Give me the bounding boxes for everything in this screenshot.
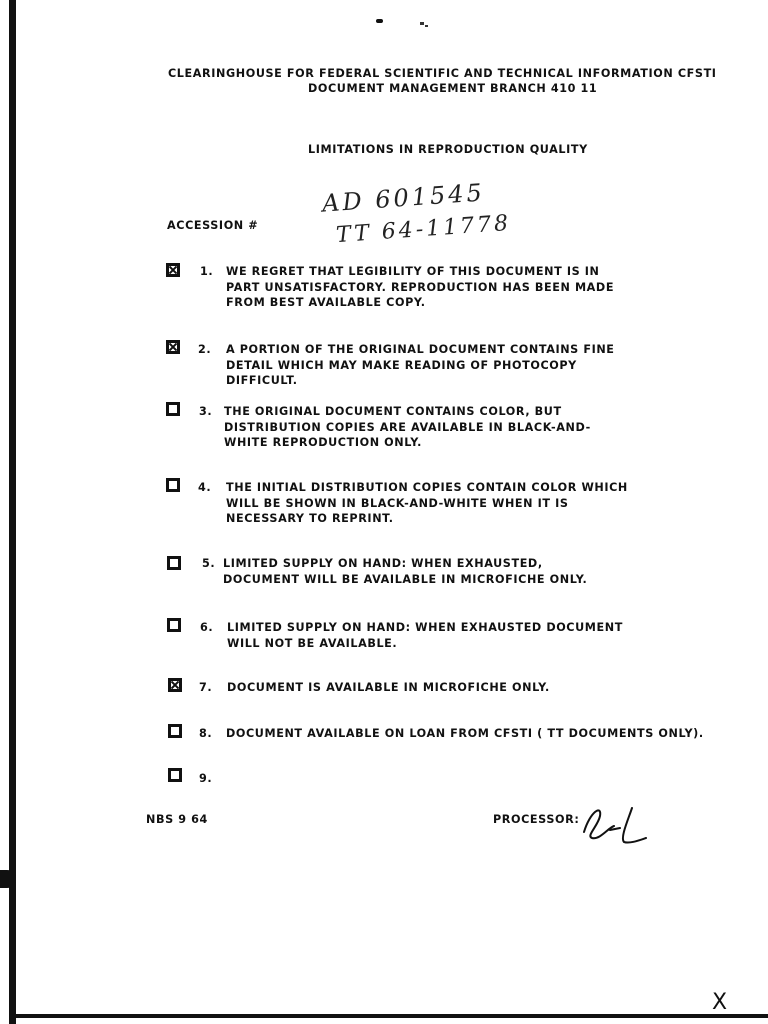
checkbox-item-4[interactable] <box>166 478 180 492</box>
corner-mark: X <box>712 990 728 1015</box>
item-text: LIMITED SUPPLY ON HAND: WHEN EXHAUSTED DOCUMENT WILL NOT BE AVAILABLE. <box>227 621 623 650</box>
checkbox-item-1[interactable] <box>166 263 180 277</box>
item-number: 1. <box>200 265 214 278</box>
checkbox-item-3[interactable] <box>166 402 180 416</box>
accession-handwritten-1: AD 601545 <box>321 178 486 218</box>
accession-label: ACCESSION # <box>167 219 259 232</box>
item-number: 8. <box>199 727 213 740</box>
processor-signature <box>580 802 650 848</box>
scan-speck <box>376 19 383 23</box>
item-text: THE ORIGINAL DOCUMENT CONTAINS COLOR, BUT DISTRIBUTION COPIES ARE AVAILABLE IN BLACK-AND-WHITE REPRODUCTION ONLY. <box>224 405 591 449</box>
checkbox-item-9[interactable] <box>168 768 182 782</box>
processor-label: PROCESSOR: <box>493 813 580 826</box>
item-text: DOCUMENT IS AVAILABLE IN MICROFICHE ONLY. <box>227 681 550 694</box>
item-text: THE INITIAL DISTRIBUTION COPIES CONTAIN COLOR WHICH WILL BE SHOWN IN BLACK-AND-WHITE WHEN IT IS NECESSARY TO REPRINT. <box>226 481 628 525</box>
item-number: 4. <box>198 481 212 494</box>
item-number: 9. <box>199 772 213 785</box>
item-text: LIMITED SUPPLY ON HAND: WHEN EXHAUSTED, DOCUMENT WILL BE AVAILABLE IN MICROFICHE ONLY. <box>223 557 588 586</box>
accession-handwritten-2: TT 64-11778 <box>335 210 512 249</box>
item-number: 2. <box>198 343 212 356</box>
checkbox-item-6[interactable] <box>167 618 181 632</box>
item-number: 3. <box>199 405 213 418</box>
checkbox-item-5[interactable] <box>167 556 181 570</box>
checkbox-item-2[interactable] <box>166 340 180 354</box>
item-text: DOCUMENT AVAILABLE ON LOAN FROM CFSTI ( TT DOCUMENTS ONLY). <box>226 727 704 740</box>
item-text: A PORTION OF THE ORIGINAL DOCUMENT CONTAINS FINE DETAIL WHICH MAY MAKE READING OF PHOTOCOPY DIFFICULT. <box>226 343 615 387</box>
checkbox-item-8[interactable] <box>168 724 182 738</box>
item-number: 7. <box>199 681 213 694</box>
scan-border-bottom <box>9 1014 768 1018</box>
header-line-1: CLEARINGHOUSE FOR FEDERAL SCIENTIFIC AND TECHNICAL INFORMATION CFSTI <box>168 67 717 80</box>
checkbox-item-7[interactable] <box>168 678 182 692</box>
scan-speck <box>425 25 428 27</box>
page-subtitle: LIMITATIONS IN REPRODUCTION QUALITY <box>308 143 588 156</box>
item-number: 6. <box>200 621 214 634</box>
item-text: WE REGRET THAT LEGIBILITY OF THIS DOCUMENT IS IN PART UNSATISFACTORY. REPRODUCTION HAS BEEN MADE FROM BEST AVAILABLE COPY. <box>226 265 615 309</box>
form-id: NBS 9 64 <box>146 813 208 826</box>
item-number: 5. <box>202 557 216 570</box>
scan-speck <box>420 22 424 25</box>
header-line-2: DOCUMENT MANAGEMENT BRANCH 410 11 <box>308 82 598 95</box>
